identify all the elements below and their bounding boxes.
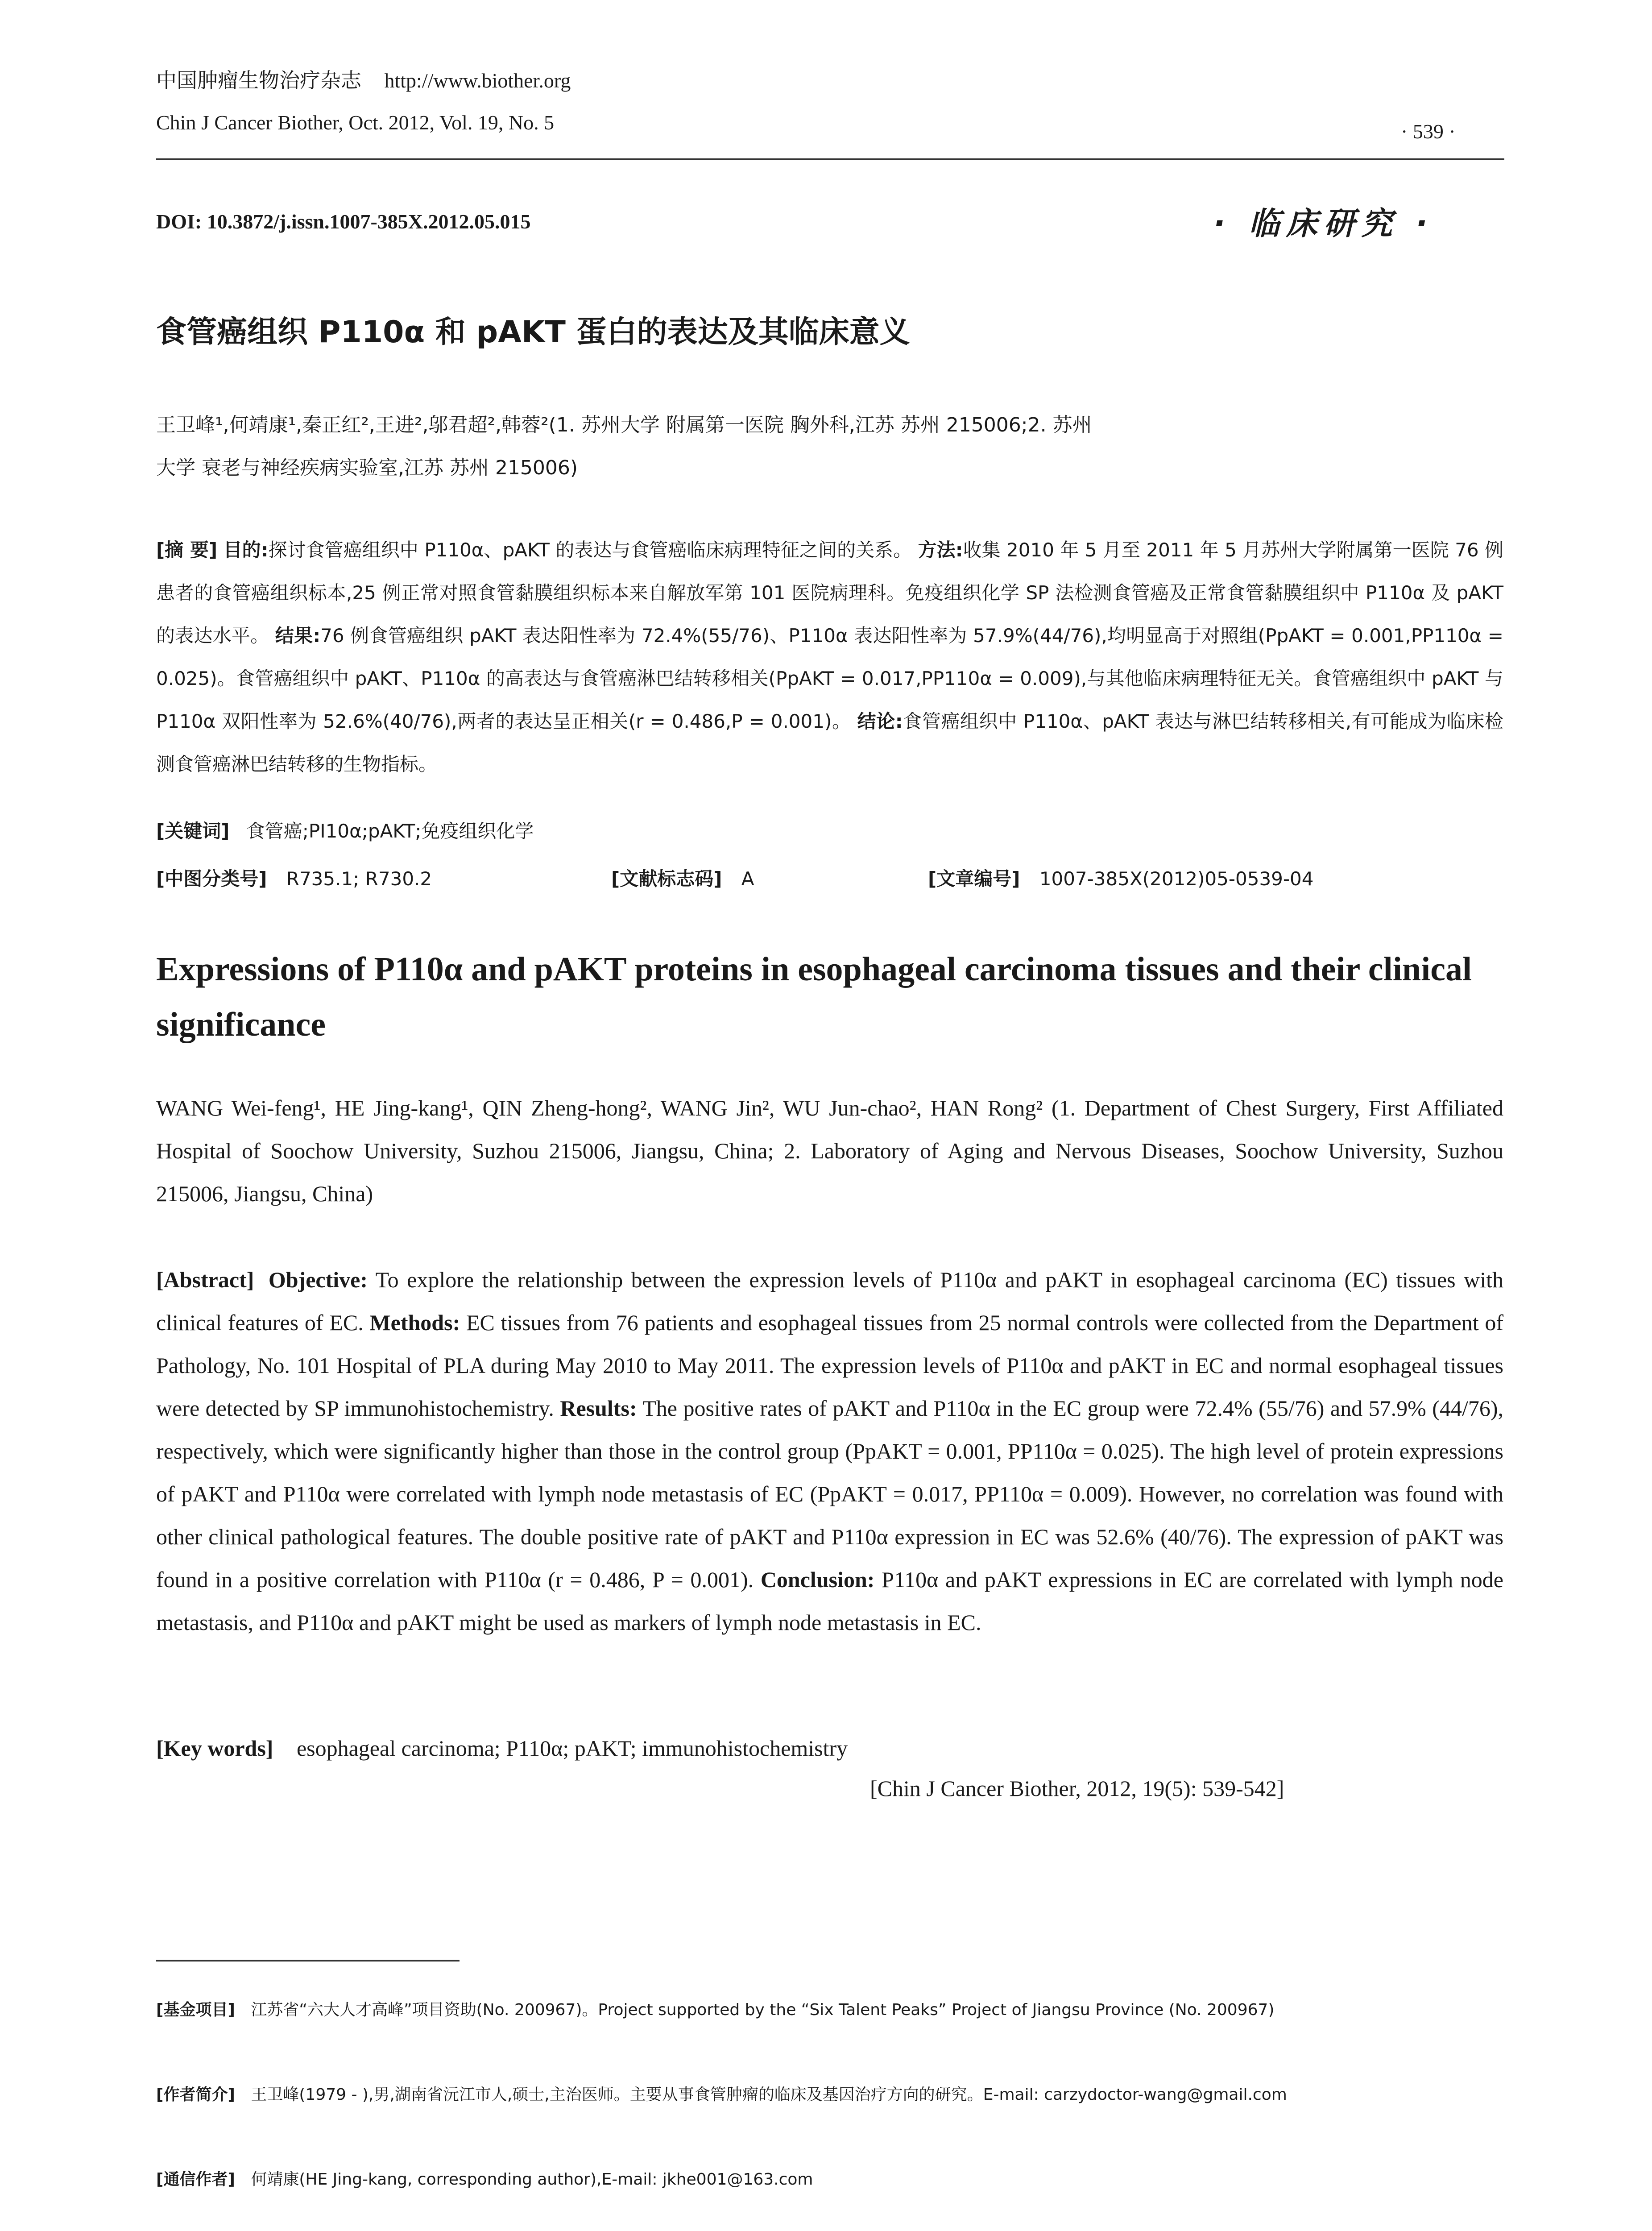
footnote-fund (156, 1995, 1503, 2026)
results-cn-label: 结果: (275, 625, 321, 647)
header-rule (156, 158, 1504, 160)
clc-value: R735.1; R730.2 (286, 868, 432, 890)
journal-name-cn: 中国肿瘤生物治疗杂志 (156, 68, 361, 92)
keywords-en-label: [Key words] (156, 1736, 273, 1761)
corresponding-text: 何靖康(HE Jing-kang, corresponding author),E-mail: jkhe001@163.com (251, 2170, 813, 2189)
clc-label: [中图分类号] (156, 868, 267, 890)
footnote-rule (156, 1960, 460, 1961)
footnote-author (156, 2079, 1503, 2111)
doc-code-label: [文献标志码] (611, 868, 722, 890)
authors-cn-line1: 王卫峰¹,何靖康¹,秦正红²,王进²,邬君超²,韩蓉²(1. 苏州大学 附属第一医院 胸外科,江苏 苏州 215006;2. 苏州 (156, 414, 1092, 436)
fund-label: [基金项目] (156, 2001, 235, 2019)
corresponding-label: [通信作者] (156, 2170, 235, 2189)
abstract-en (156, 1258, 1503, 1644)
clc-number (156, 866, 432, 892)
conclusion-en-label: Conclusion: (760, 1567, 875, 1592)
journal-citation-line: Chin J Cancer Biother, Oct. 2012, Vol. 19, No. 5 (156, 111, 555, 134)
keywords-cn (156, 810, 534, 853)
results-en: The positive rates of pAKT and P110α in the EC group were 72.4% (55/76) and 57.9% (44/76), respectively, which were significantly higher than those in the control group (PpAKT = 0.001, PP110α = 0.025). The high level of protein expressions of pAKT and P110α were correlated with lymph node metastasis of EC (PpAKT = 0.017, PP110α = 0.009). However, no correlation was found with other clinical pathological features. The double positive rate of pAKT and P110α expression in EC was 52.6% (40/76). The expression of pAKT was found in a positive correlation with P110α (r = 0.486, P = 0.001). (156, 1396, 1503, 1592)
objective-en: To explore the relationship between the expression levels of P110α and pAKT in esophageal carcinoma (EC) tissues with clinical features of EC. (156, 1267, 1503, 1335)
citation-en: [Chin J Cancer Biother, 2012, 19(5): 539-542] (870, 1776, 1284, 1801)
title-cn: 食管癌组织 P110α 和 pAKT 蛋白的表达及其临床意义 (156, 315, 910, 350)
keywords-cn-label: [关键词] (156, 820, 230, 842)
methods-en-label: Methods: (369, 1310, 460, 1335)
keywords-cn-value: 食管癌;PI10α;pAKT;免疫组织化学 (246, 820, 534, 842)
article-no-label: [文章编号] (928, 868, 1020, 890)
results-cn: 76 例食管癌组织 pAKT 表达阳性率为 72.4%(55/76)、P110α 表达阳性率为 57.9%(44/76),均明显高于对照组(PpAKT = 0.001,PP110α = 0.025)。食管癌组织中 pAKT、P110α 的高表达与食管癌淋巴结转移相关(PpAKT = 0.017,PP110α = 0.009),与其他临床病理特征无关。食管癌组织中 pAKT 与 P110α 双阳性率为 52.6%(40/76),两者的表达呈正相关(r = 0.486,P = 0.001)。 (156, 625, 1503, 732)
keywords-en-value: esophageal carcinoma; P110α; pAKT; immunohistochemistry (296, 1736, 848, 1761)
section-label: · 临床研究 · (1213, 205, 1434, 242)
conclusion-en: P110α and pAKT expressions in EC are correlated with lymph node metastasis, and P110α and pAKT might be used as markers of lymph node metastasis in EC. (156, 1567, 1503, 1635)
conclusion-cn: 食管癌组织中 P110α、pAKT 表达与淋巴结转移相关,有可能成为临床检测食管癌淋巴结转移的生物指标。 (156, 710, 1503, 775)
objective-cn: 探讨食管癌组织中 P110α、pAKT 的表达与食管癌临床病理特征之间的关系。 (268, 539, 912, 561)
abstract-cn-label: [摘 要] (156, 539, 218, 561)
authors-en: WANG Wei-feng¹, HE Jing-kang¹, QIN Zheng-hong², WANG Jin², WU Jun-chao², HAN Rong² (1. Department of Chest Surgery, First Affiliated Hospital of Soochow University, Suzhou 215006, Jiangsu, China; 2. Laboratory of Aging and Nervous Diseases, Soochow University, Suzhou 215006, Jiangsu, China) (156, 1095, 1503, 1206)
author-bio-text: 王卫峰(1979 - ),男,湖南省沅江市人,硕士,主治医师。主要从事食管肿瘤的临床及基因治疗方向的研究。E-mail: carzydoctor-wang@gmail.com (251, 2086, 1287, 2104)
fund-text: 江苏省“六大人才高峰”项目资助(No. 200967)。Project supported by the “Six Talent Peaks” Project of Jiangsu Province (No. 200967) (251, 2001, 1275, 2019)
conclusion-cn-label: 结论: (857, 710, 903, 732)
methods-cn-label: 方法: (918, 539, 963, 561)
methods-en: EC tissues from 76 patients and esophageal tissues from 25 normal controls were collected from the Department of Pathology, No. 101 Hospital of PLA during May 2010 to May 2011. The expression levels of P110α and pAKT in EC and normal esophageal tissues were detected by SP immunohistochemistry. (156, 1310, 1503, 1421)
doi: DOI: 10.3872/j.issn.1007-385X.2012.05.015 (156, 210, 531, 233)
article-number (928, 866, 1314, 892)
footnote-corresponding (156, 2164, 1503, 2195)
keywords-en (156, 1727, 848, 1770)
document-code (611, 866, 754, 892)
author-bio-label: [作者简介] (156, 2086, 235, 2104)
running-header (156, 67, 571, 94)
objective-cn-label: 目的: (223, 539, 269, 561)
objective-en-label: Objective: (268, 1267, 368, 1292)
authors-cn-line2: 大学 衰老与神经疾病实验室,江苏 苏州 215006) (156, 456, 578, 479)
page-number: · 539 · (1401, 120, 1456, 143)
abstract-cn (156, 529, 1503, 786)
abstract-en-label: [Abstract] (156, 1267, 254, 1292)
journal-url[interactable]: http://www.biother.org (384, 69, 571, 92)
title-en: Expressions of P110α and pAKT proteins in esophageal carcinoma tissues and their clinical significance (156, 950, 1472, 1043)
methods-cn: 收集 2010 年 5 月至 2011 年 5 月苏州大学附属第一医院 76 例患者的食管癌组织标本,25 例正常对照食管黏膜组织标本来自解放军第 101 医院病理科。免疫组织化学 SP 法检测食管癌及正常食管黏膜组织中 P110α 及 pAKT 的表达水平。 (156, 539, 1503, 647)
article-no-value: 1007-385X(2012)05-0539-04 (1039, 868, 1314, 890)
doc-code-value: A (741, 868, 754, 890)
authors-cn (156, 404, 1503, 489)
results-en-label: Results: (560, 1396, 637, 1421)
